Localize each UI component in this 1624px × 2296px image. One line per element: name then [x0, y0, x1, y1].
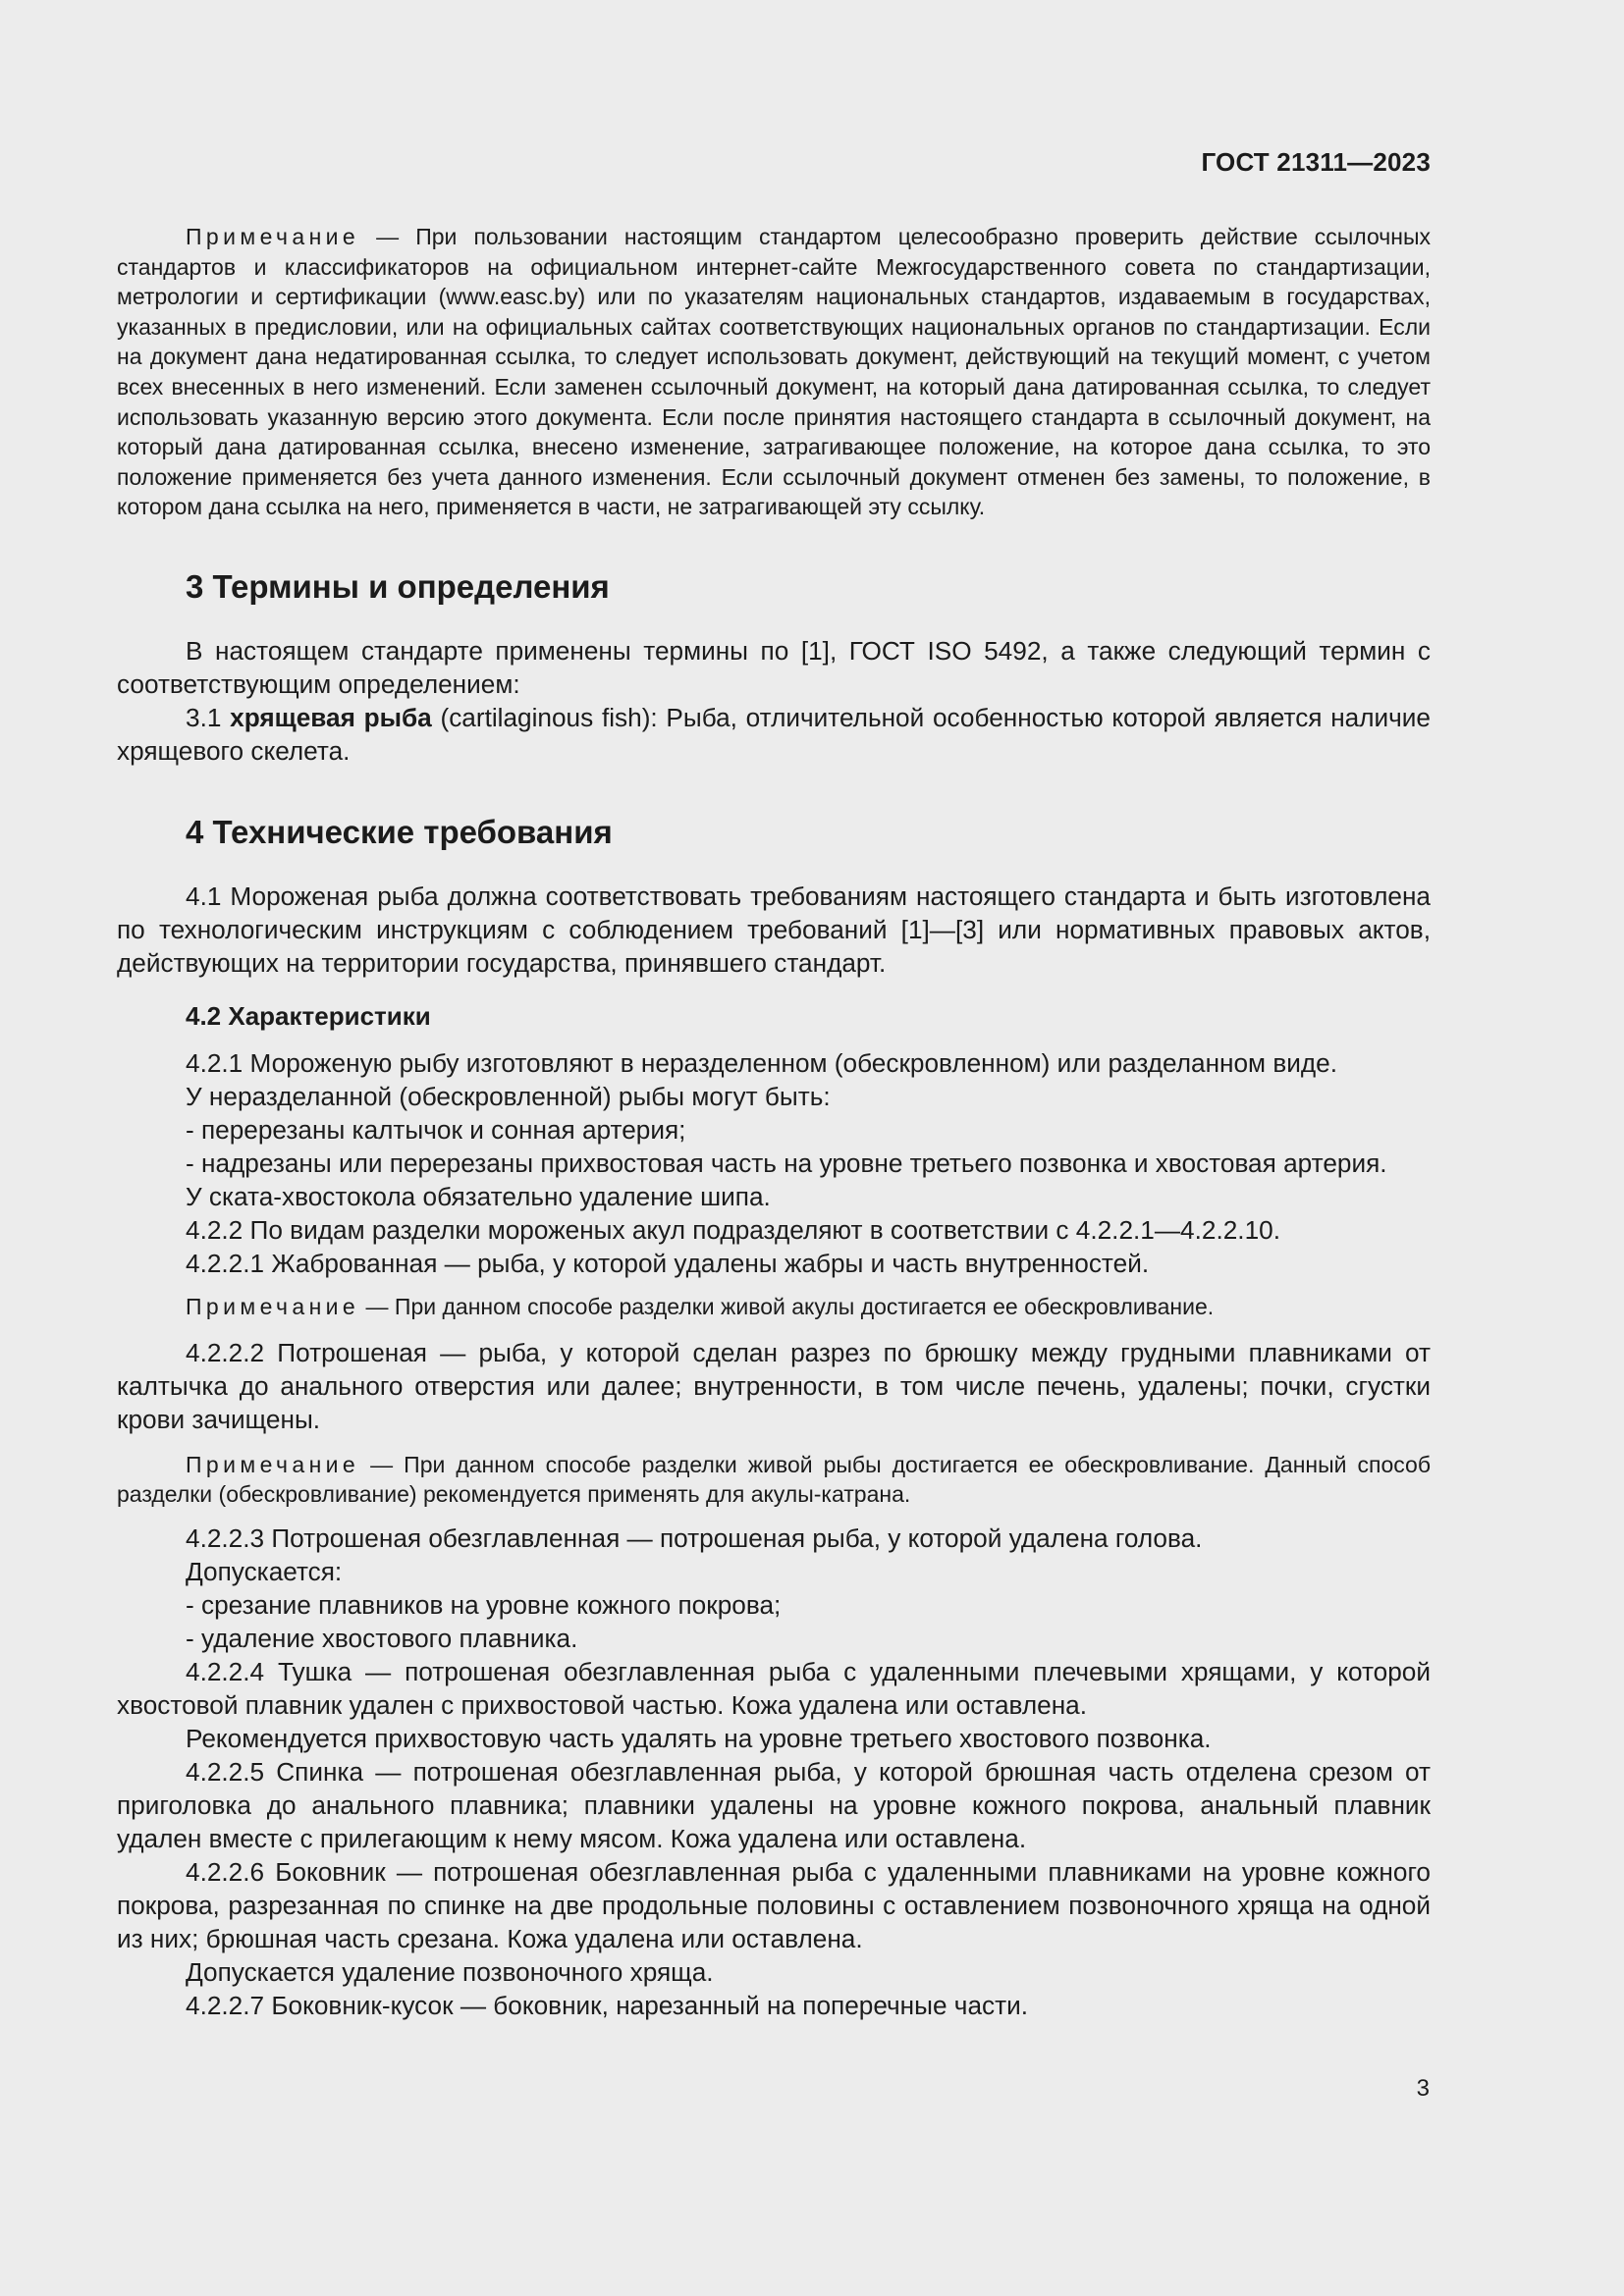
term-number: 3.1	[186, 702, 231, 732]
term-definition	[117, 701, 1431, 768]
paragraph-4-2-2-2: 4.2.2.2 Потрошеная — рыба, у которой сделан разрез по брюшку между грудными плавниками от калтычка до анального отверстия или далее; внутренности, в том числе печень, удалены; почки, сгустки крови зачищены.	[117, 1337, 1431, 1434]
paragraph-4-2-2-3: 4.2.2.3 Потрошеная обезглавленная — потрошеная рыба, у которой удалена голова.	[186, 1522, 1203, 1553]
paragraph-may-be: У неразделанной (обескровленной) рыбы могут быть:	[186, 1081, 831, 1111]
paragraph-4-2-2-7: 4.2.2.7 Боковник-кусок — боковник, нарезанный на поперечные части.	[186, 1990, 1029, 2020]
note-label: Примечание	[186, 1293, 360, 1319]
paragraph-4-2-2-1: 4.2.2.1 Жаброванная — рыба, у которой удалены жабры и часть внутренностей.	[186, 1248, 1150, 1278]
page-number: 3	[1416, 2075, 1430, 2102]
paragraph-4-2-2-5: 4.2.2.5 Спинка — потрошеная обезглавленная рыба, у которой брюшная часть отделена срезом от приголовка до анального плавника; плавники удалены на уровне кожного покрова, анальный плавник удален вместе с прилегающим к нему мясом. Кожа удалена или оставлена.	[117, 1756, 1431, 1853]
section-3-intro: В настоящем стандарте применены термины по [1], ГОСТ ISO 5492, а также следующий термин с соответствующим определением:	[117, 635, 1431, 699]
note-label: Примечание	[186, 1451, 360, 1477]
note-shark-bleeding	[117, 1292, 1431, 1322]
paragraph-allowed-2: Допускается удаление позвоночного хряща.	[186, 1956, 714, 1987]
note-label: Примечание	[186, 224, 360, 249]
note-text: — При пользовании настоящим стандартом целесообразно проверить действие ссылочных стандартов и классификаторов на официальном интернет-сайте Межгосударственного совета по стандартизации, метрологии и сертификации (www.easc.by) или по указателям национальных стандартов, издаваемым в государствах, указанных в предисловии, или на официальных сайтах соответствующих национальных органов по стандартизации. Если на документ дана недатированная ссылка, то следует использовать документ, действующий на текущий момент, с учетом всех внесенных в него изменений. Если заменен ссылочный документ, на который дана датированная ссылка, то следует использовать указанную версию этого документа. Если после принятия настоящего стандарта в ссылочный документ, на который дана датированная ссылка, внесено изменение, затрагивающее положение, на которое дана ссылка, то это положение применяется без учета данного изменения. Если ссылочный документ отменен без замены, то положение, в котором дана ссылка на него, применяется в части, не затрагивающей эту ссылку.	[117, 224, 1431, 520]
list-item: - перерезаны калтычок и сонная артерия;	[186, 1114, 686, 1145]
section-4-title: 4 Технические требования	[186, 813, 613, 850]
paragraph-4-2-2: 4.2.2 По видам разделки мороженых акул подразделяют в соответствии с 4.2.2.1—4.2.2.10.	[186, 1214, 1280, 1245]
paragraph-4-2-1: 4.2.1 Мороженую рыбу изготовляют в неразделенном (обескровленном) или разделанном виде.	[186, 1047, 1337, 1078]
list-item: - срезание плавников на уровне кожного покрова;	[186, 1589, 782, 1620]
note-fish-bleeding	[117, 1450, 1431, 1510]
paragraph-allowed: Допускается:	[186, 1556, 343, 1586]
section-3-title: 3 Термины и определения	[186, 567, 610, 605]
paragraph-recommend: Рекомендуется прихвостовую часть удалять на уровне третьего хвостового позвонка.	[186, 1723, 1212, 1753]
subsection-4-2-title: 4.2 Характеристики	[186, 1000, 431, 1031]
term-text: (cartilaginous fish): Рыба, отличительной особенностью которой является наличие хрящевого скелета.	[117, 702, 1431, 766]
paragraph-4-1: 4.1 Мороженая рыба должна соответствовать требованиям настоящего стандарта и быть изготовлена по технологическим инструкциям с соблюдением требований [1]—[3] или нормативных правовых актов, действующих на территории государства, принявшего стандарт.	[117, 881, 1431, 978]
paragraph-4-2-2-4: 4.2.2.4 Тушка — потрошеная обезглавленная рыба с удаленными плечевыми хрящами, у которой хвостовой плавник удален с прихвостовой частью. Кожа удалена или оставлена.	[117, 1656, 1431, 1720]
paragraph-4-2-2-6: 4.2.2.6 Боковник — потрошеная обезглавленная рыба с удаленными плавниками на уровне кожного покрова, разрезанная по спинке на две продольные половины с оставлением позвоночного хряща на одной из них; брюшная часть срезана. Кожа удалена или оставлена.	[117, 1856, 1431, 1953]
note-references	[117, 222, 1431, 522]
list-item: - надрезаны или перерезаны прихвостовая часть на уровне третьего позвонка и хвостовая артерия.	[186, 1148, 1387, 1178]
paragraph-skate: У ската-хвостокола обязательно удаление шипа.	[186, 1181, 771, 1211]
page-content	[117, 222, 1431, 2022]
note-text: — При данном способе разделки живой рыбы достигается ее обескровливание. Данный способ разделки (обескровливание) рекомендуется применять для акулы-катрана.	[117, 1451, 1431, 1508]
document-code: ГОСТ 21311—2023	[1201, 147, 1431, 177]
note-text: — При данном способе разделки живой акулы достигается ее обескровливание.	[359, 1293, 1215, 1319]
list-item: - удаление хвостового плавника.	[186, 1623, 578, 1653]
term-name: хрящевая рыба	[230, 702, 432, 732]
